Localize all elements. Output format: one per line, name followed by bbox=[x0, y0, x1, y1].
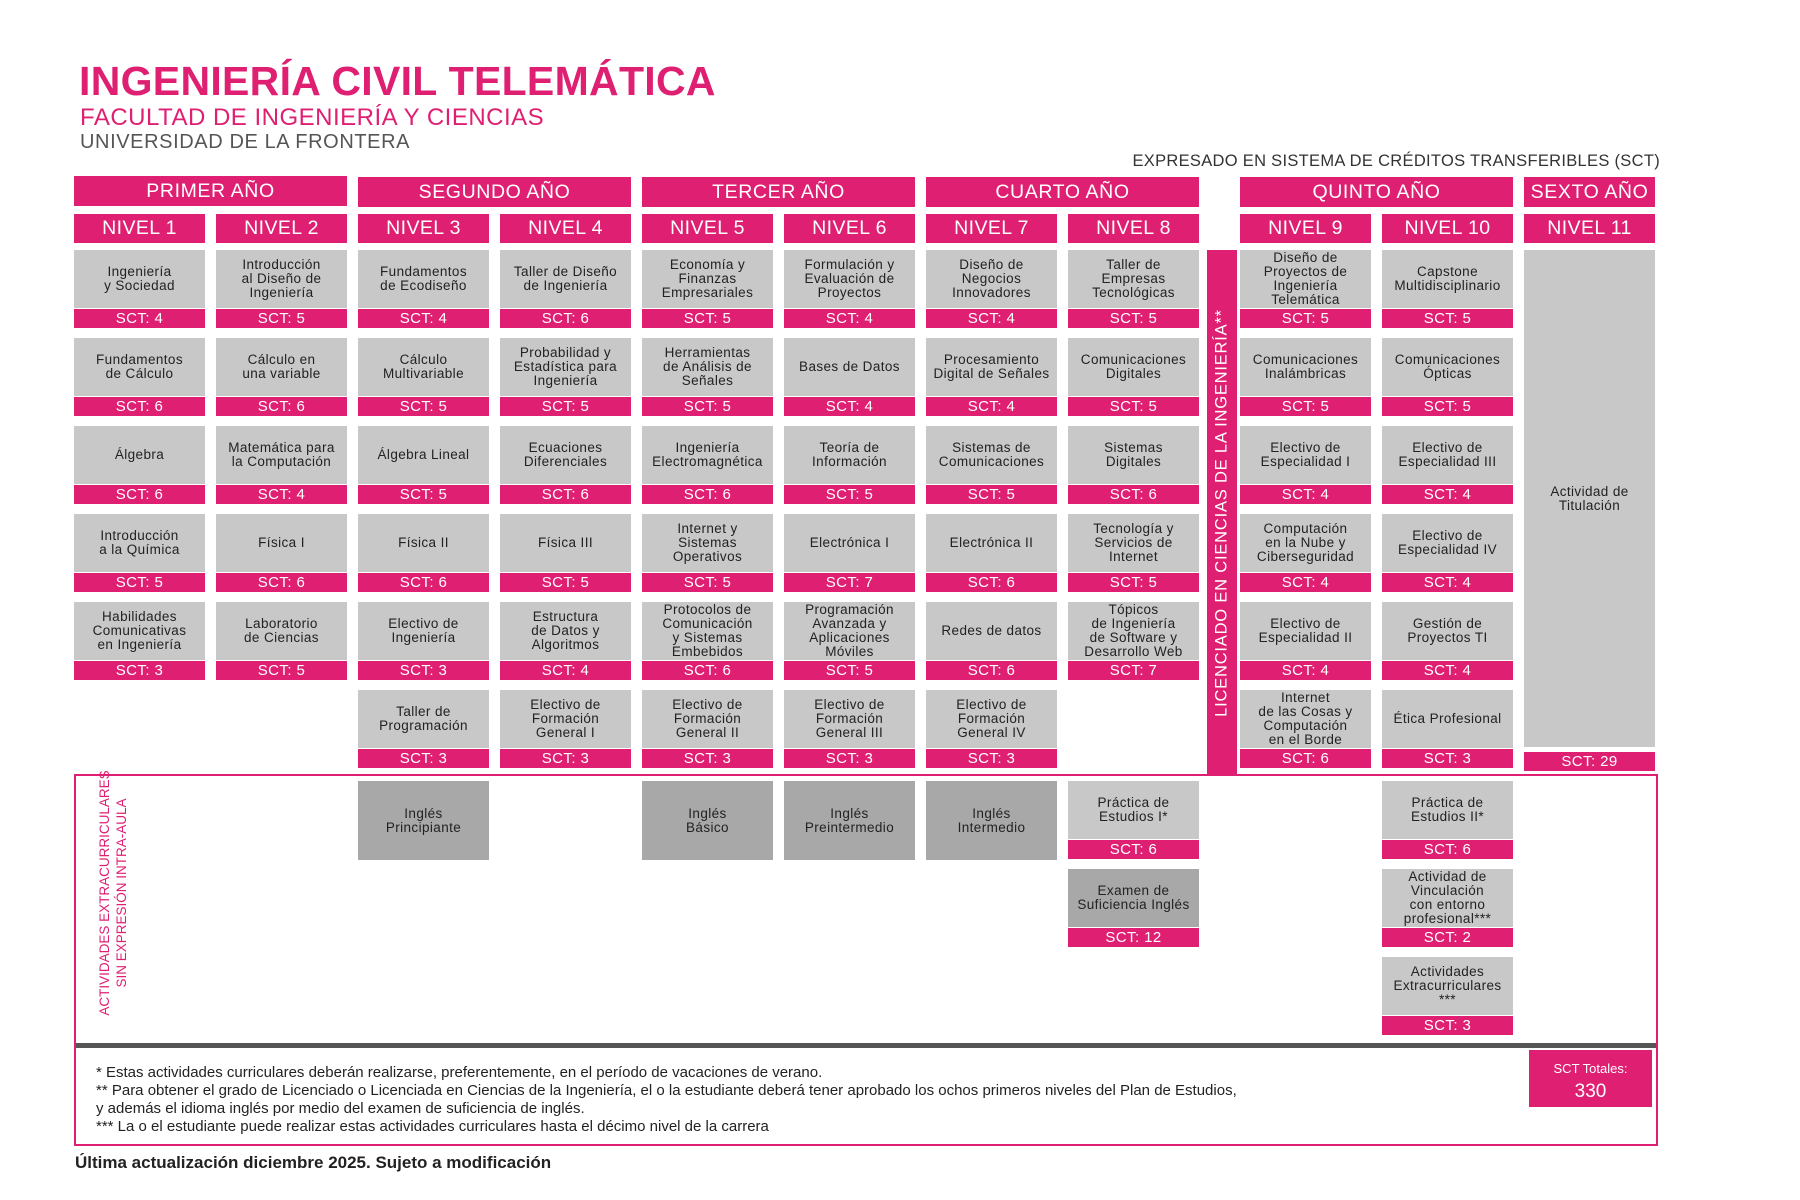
course-box: Electivo de Formación General III bbox=[784, 690, 915, 748]
sct-badge: SCT: 3 bbox=[500, 749, 631, 768]
course-box: Ingeniería Electromagnética bbox=[642, 426, 773, 484]
course-box: Teoría de Información bbox=[784, 426, 915, 484]
footnote-2: ** Para obtener el grado de Licenciado o Licenciada en Ciencias de la Ingeniería, el o la estudiante deberá tener aprobado los ochos primeros niveles del Plan de Estudios, bbox=[96, 1082, 1237, 1099]
course-box: Gestión de Proyectos TI bbox=[1382, 602, 1513, 660]
sct-badge: SCT: 6 bbox=[1382, 840, 1513, 859]
level-header-6: NIVEL 6 bbox=[784, 214, 915, 243]
sct-badge: SCT: 5 bbox=[642, 397, 773, 416]
sct-badge: SCT: 5 bbox=[216, 661, 347, 680]
course-box: Ingeniería y Sociedad bbox=[74, 250, 205, 308]
level-header-1: NIVEL 1 bbox=[74, 214, 205, 243]
course-box: Electivo de Especialidad IV bbox=[1382, 514, 1513, 572]
sct-badge: SCT: 12 bbox=[1068, 928, 1199, 947]
total-credits-value: 330 bbox=[1574, 1081, 1607, 1102]
sct-badge: SCT: 6 bbox=[926, 573, 1057, 592]
sct-badge: SCT: 4 bbox=[926, 309, 1057, 328]
course-box: Ética Profesional bbox=[1382, 690, 1513, 748]
sct-badge: SCT: 5 bbox=[642, 573, 773, 592]
extra-activity: Actividad de Vinculación con entorno profesional*** bbox=[1382, 869, 1513, 927]
course-box: Física II bbox=[358, 514, 489, 572]
course-box: Laboratorio de Ciencias bbox=[216, 602, 347, 660]
course-box: Computación en la Nube y Ciberseguridad bbox=[1240, 514, 1371, 572]
sct-badge: SCT: 5 bbox=[74, 573, 205, 592]
sct-badge: SCT: 6 bbox=[500, 309, 631, 328]
course-box: Electivo de Especialidad III bbox=[1382, 426, 1513, 484]
course-box: Tecnología y Servicios de Internet bbox=[1068, 514, 1199, 572]
sct-badge: SCT: 4 bbox=[926, 397, 1057, 416]
sct-badge: SCT: 6 bbox=[500, 485, 631, 504]
course-box: Actividad de Titulación bbox=[1524, 250, 1655, 747]
extra-activity: Práctica de Estudios II* bbox=[1382, 781, 1513, 839]
sct-badge: SCT: 6 bbox=[358, 573, 489, 592]
english-course: Inglés Preintermedio bbox=[784, 781, 915, 860]
course-box: Comunicaciones Inalámbricas bbox=[1240, 338, 1371, 396]
course-box: Electivo de Especialidad I bbox=[1240, 426, 1371, 484]
university-name: UNIVERSIDAD DE LA FRONTERA bbox=[80, 131, 411, 153]
sct-badge: SCT: 7 bbox=[784, 573, 915, 592]
course-box: Tópicos de Ingeniería de Software y Desarrollo Web bbox=[1068, 602, 1199, 660]
sct-badge: SCT: 3 bbox=[1382, 749, 1513, 768]
course-box: Física I bbox=[216, 514, 347, 572]
sct-badge: SCT: 6 bbox=[74, 397, 205, 416]
sct-badge: SCT: 4 bbox=[1240, 661, 1371, 680]
sct-badge: SCT: 3 bbox=[642, 749, 773, 768]
course-box: Electivo de Ingeniería bbox=[358, 602, 489, 660]
course-box: Electivo de Formación General I bbox=[500, 690, 631, 748]
level-header-5: NIVEL 5 bbox=[642, 214, 773, 243]
course-box: Diseño de Negocios Innovadores bbox=[926, 250, 1057, 308]
level-header-4: NIVEL 4 bbox=[500, 214, 631, 243]
level-header-7: NIVEL 7 bbox=[926, 214, 1057, 243]
year-header-1: PRIMER AÑO bbox=[74, 176, 347, 206]
sct-badge: SCT: 4 bbox=[784, 309, 915, 328]
course-box: Programación Avanzada y Aplicaciones Móviles bbox=[784, 602, 915, 660]
footnote-3: *** La o el estudiante puede realizar estas actividades curriculares hasta el décimo nivel de la carrera bbox=[96, 1118, 769, 1135]
sct-badge: SCT: 4 bbox=[1382, 573, 1513, 592]
sct-badge: SCT: 6 bbox=[216, 397, 347, 416]
year-header-5: QUINTO AÑO bbox=[1240, 177, 1513, 207]
extracurricular-label-line-1: ACTIVIDADES EXTRACURRICULARES bbox=[97, 770, 112, 1016]
sct-badge: SCT: 4 bbox=[1240, 485, 1371, 504]
course-box: Comunicaciones Digitales bbox=[1068, 338, 1199, 396]
course-box: Habilidades Comunicativas en Ingeniería bbox=[74, 602, 205, 660]
course-box: Sistemas Digitales bbox=[1068, 426, 1199, 484]
sct-badge: SCT: 6 bbox=[642, 485, 773, 504]
course-box: Introducción al Diseño de Ingeniería bbox=[216, 250, 347, 308]
sct-badge: SCT: 5 bbox=[1240, 397, 1371, 416]
sct-badge: SCT: 3 bbox=[926, 749, 1057, 768]
sct-badge: SCT: 29 bbox=[1524, 752, 1655, 771]
course-box: Capstone Multidisciplinario bbox=[1382, 250, 1513, 308]
sct-badge: SCT: 5 bbox=[642, 309, 773, 328]
course-box: Ecuaciones Diferenciales bbox=[500, 426, 631, 484]
sct-badge: SCT: 3 bbox=[358, 749, 489, 768]
course-box: Protocolos de Comunicación y Sistemas Embebidos bbox=[642, 602, 773, 660]
sct-badge: SCT: 4 bbox=[216, 485, 347, 504]
course-box: Comunicaciones Ópticas bbox=[1382, 338, 1513, 396]
level-header-3: NIVEL 3 bbox=[358, 214, 489, 243]
course-box: Electivo de Formación General II bbox=[642, 690, 773, 748]
course-box: Diseño de Proyectos de Ingeniería Telemática bbox=[1240, 250, 1371, 308]
sct-badge: SCT: 5 bbox=[1382, 397, 1513, 416]
sct-badge: SCT: 5 bbox=[784, 485, 915, 504]
extracurricular-label-line-2: SIN EXPRESIÓN INTRA-AULA bbox=[114, 798, 129, 988]
course-box: Álgebra bbox=[74, 426, 205, 484]
sct-badge: SCT: 5 bbox=[926, 485, 1057, 504]
level-header-10: NIVEL 10 bbox=[1382, 214, 1513, 243]
course-box: Internet de las Cosas y Computación en el Borde bbox=[1240, 690, 1371, 748]
sct-badge: SCT: 3 bbox=[1382, 1016, 1513, 1035]
total-credits-label: SCT Totales: bbox=[1553, 1061, 1628, 1076]
footnote-1: * Estas actividades curriculares deberán realizarse, preferentemente, en el período de vacaciones de verano. bbox=[96, 1064, 823, 1081]
sct-badge: SCT: 4 bbox=[358, 309, 489, 328]
english-course: Inglés Principiante bbox=[358, 781, 489, 860]
course-box: Electivo de Especialidad II bbox=[1240, 602, 1371, 660]
course-box: Electrónica II bbox=[926, 514, 1057, 572]
sct-badge: SCT: 5 bbox=[358, 485, 489, 504]
extra-activity: Actividades Extracurriculares *** bbox=[1382, 957, 1513, 1015]
sct-badge: SCT: 4 bbox=[74, 309, 205, 328]
course-box: Introducción a la Química bbox=[74, 514, 205, 572]
total-credits-box bbox=[1529, 1050, 1652, 1107]
sct-badge: SCT: 3 bbox=[74, 661, 205, 680]
sct-badge: SCT: 2 bbox=[1382, 928, 1513, 947]
sct-badge: SCT: 4 bbox=[500, 661, 631, 680]
year-header-4: CUARTO AÑO bbox=[926, 177, 1199, 207]
extracurricular-label bbox=[96, 770, 130, 1015]
sct-badge: SCT: 6 bbox=[1068, 840, 1199, 859]
sct-badge: SCT: 5 bbox=[1068, 397, 1199, 416]
sct-badge: SCT: 4 bbox=[1240, 573, 1371, 592]
sct-badge: SCT: 6 bbox=[216, 573, 347, 592]
sct-badge: SCT: 6 bbox=[1240, 749, 1371, 768]
extra-activity: Práctica de Estudios I* bbox=[1068, 781, 1199, 839]
sct-badge: SCT: 6 bbox=[642, 661, 773, 680]
course-box: Taller de Empresas Tecnológicas bbox=[1068, 250, 1199, 308]
sct-badge: SCT: 6 bbox=[74, 485, 205, 504]
sct-badge: SCT: 5 bbox=[784, 661, 915, 680]
sct-badge: SCT: 5 bbox=[1068, 309, 1199, 328]
sct-badge: SCT: 3 bbox=[358, 661, 489, 680]
footnotes bbox=[96, 1064, 1237, 1136]
sct-badge: SCT: 7 bbox=[1068, 661, 1199, 680]
course-box: Electivo de Formación General IV bbox=[926, 690, 1057, 748]
course-box: Estructura de Datos y Algoritmos bbox=[500, 602, 631, 660]
course-box: Sistemas de Comunicaciones bbox=[926, 426, 1057, 484]
sct-badge: SCT: 5 bbox=[500, 573, 631, 592]
course-box: Cálculo Multivariable bbox=[358, 338, 489, 396]
year-header-3: TERCER AÑO bbox=[642, 177, 915, 207]
course-box: Álgebra Lineal bbox=[358, 426, 489, 484]
year-header-6: SEXTO AÑO bbox=[1524, 177, 1655, 207]
course-box: Internet y Sistemas Operativos bbox=[642, 514, 773, 572]
page-title: INGENIERÍA CIVIL TELEMÁTICA bbox=[79, 58, 716, 104]
course-box: Cálculo en una variable bbox=[216, 338, 347, 396]
course-box: Fundamentos de Ecodiseño bbox=[358, 250, 489, 308]
extra-activity: Examen de Suficiencia Inglés bbox=[1068, 869, 1199, 927]
course-box: Herramientas de Análisis de Señales bbox=[642, 338, 773, 396]
divider bbox=[76, 1043, 1656, 1048]
course-box: Bases de Datos bbox=[784, 338, 915, 396]
course-box: Taller de Programación bbox=[358, 690, 489, 748]
sct-badge: SCT: 6 bbox=[926, 661, 1057, 680]
english-course: Inglés Básico bbox=[642, 781, 773, 860]
level-header-11: NIVEL 11 bbox=[1524, 214, 1655, 243]
footnote-2-continued: y además el idioma inglés por medio del examen de suficiencia de inglés. bbox=[96, 1100, 585, 1117]
sct-badge: SCT: 4 bbox=[784, 397, 915, 416]
level-header-8: NIVEL 8 bbox=[1068, 214, 1199, 243]
sct-badge: SCT: 5 bbox=[216, 309, 347, 328]
course-box: Física III bbox=[500, 514, 631, 572]
course-box: Matemática para la Computación bbox=[216, 426, 347, 484]
sct-badge: SCT: 5 bbox=[358, 397, 489, 416]
course-box: Fundamentos de Cálculo bbox=[74, 338, 205, 396]
level-header-2: NIVEL 2 bbox=[216, 214, 347, 243]
course-box: Procesamiento Digital de Señales bbox=[926, 338, 1057, 396]
sct-badge: SCT: 4 bbox=[1382, 661, 1513, 680]
course-box: Redes de datos bbox=[926, 602, 1057, 660]
level-header-9: NIVEL 9 bbox=[1240, 214, 1371, 243]
credits-system-note: EXPRESADO EN SISTEMA DE CRÉDITOS TRANSFERIBLES (SCT) bbox=[1132, 152, 1660, 170]
course-box: Probabilidad y Estadística para Ingeniería bbox=[500, 338, 631, 396]
sct-badge: SCT: 3 bbox=[784, 749, 915, 768]
english-course: Inglés Intermedio bbox=[926, 781, 1057, 860]
course-box: Economía y Finanzas Empresariales bbox=[642, 250, 773, 308]
faculty-name: FACULTAD DE INGENIERÍA Y CIENCIAS bbox=[80, 104, 545, 131]
sct-badge: SCT: 5 bbox=[1240, 309, 1371, 328]
licenciado-label: LICENCIADO EN CIENCIAS DE LA INGENIERÍA** bbox=[1212, 309, 1231, 717]
course-box: Taller de Diseño de Ingeniería bbox=[500, 250, 631, 308]
sct-badge: SCT: 6 bbox=[1068, 485, 1199, 504]
sct-badge: SCT: 5 bbox=[1382, 309, 1513, 328]
course-box: Electrónica I bbox=[784, 514, 915, 572]
course-box: Formulación y Evaluación de Proyectos bbox=[784, 250, 915, 308]
last-update-note: Última actualización diciembre 2025. Sujeto a modificación bbox=[75, 1153, 552, 1172]
sct-badge: SCT: 5 bbox=[1068, 573, 1199, 592]
year-header-2: SEGUNDO AÑO bbox=[358, 177, 631, 207]
sct-badge: SCT: 4 bbox=[1382, 485, 1513, 504]
sct-badge: SCT: 5 bbox=[500, 397, 631, 416]
